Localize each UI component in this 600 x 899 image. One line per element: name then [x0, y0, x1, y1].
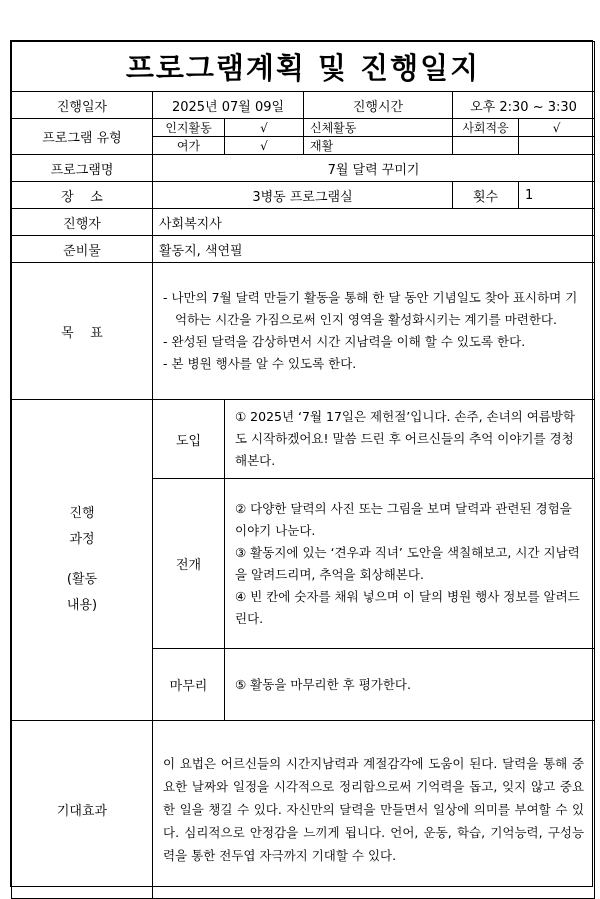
time-label: 진행시간 [304, 92, 453, 119]
program-name-value: 7월 달력 꾸미기 [153, 155, 595, 182]
development-text [225, 479, 595, 649]
supplies-value: 활동지, 색연필 [153, 236, 595, 263]
development-line: ③ 활동지에 있는 ‘견우과 직녀’ 도안을 색칠해보고, 시간 지남력을 알려드리며, 추억을 회상해본다. [235, 544, 580, 582]
process-label-line: 진행 [69, 506, 95, 521]
type-leisure: 여가 [153, 137, 225, 155]
type-cognitive: 인지활동 [153, 119, 225, 137]
goal-item: - 본 병원 행사를 알 수 있도록 한다. [163, 356, 357, 371]
development-line: ④ 빈 칸에 숫자를 채워 넣으며 이 달의 병원 행사 정보를 알려드린다. [235, 588, 580, 626]
place-value: 3병동 프로그램실 [153, 182, 453, 209]
leader-label: 진행자 [12, 209, 153, 236]
development-label: 전개 [153, 479, 225, 649]
type-rehab: 재활 [304, 137, 453, 155]
count-value: 1 [519, 182, 595, 209]
process-label-line: (활동 [66, 572, 98, 587]
goal-item: - 나만의 7월 달력 만들기 활동을 통해 한 달 동안 기념일도 찾아 표시하며 기억하는 시간을 가짐으로써 인지 영역을 활성화시키는 계기를 마련한다. [163, 290, 578, 327]
development-line: ② 다양한 달력의 사진 또는 그림을 보며 달력과 관련된 경험을 이야기 나눈다. [235, 500, 572, 538]
closing-label: 마무리 [153, 649, 225, 721]
intro-label: 도입 [153, 400, 225, 479]
process-label [12, 400, 153, 721]
goal-item: - 완성된 달력을 감상하면서 시간 지남력을 이해 할 수 있도록 한다. [163, 334, 526, 349]
page-title: 프로그램계획 및 진행일지 [12, 42, 595, 92]
type-social-check: √ [519, 119, 595, 137]
type-cognitive-check: √ [225, 119, 304, 137]
type-empty-1 [453, 137, 519, 155]
closing-line: ⑤ 활동을 마무리한 후 평가한다. [235, 676, 411, 692]
effect-label: 기대효과 [12, 721, 153, 899]
process-label-line: 과정 [69, 532, 95, 547]
supplies-label: 준비물 [12, 236, 153, 263]
date-label: 진행일자 [12, 92, 153, 119]
time-value: 오후 2:30 ~ 3:30 [453, 92, 595, 119]
goals-cell [153, 263, 595, 400]
intro-text [225, 400, 595, 479]
program-name-label: 프로그램명 [12, 155, 153, 182]
program-log-form [10, 40, 593, 887]
leader-value: 사회복지사 [153, 209, 595, 236]
type-physical: 신체활동 [304, 119, 453, 137]
type-empty-2 [519, 137, 595, 155]
process-label-line: 내용) [66, 598, 98, 613]
count-label: 횟수 [453, 182, 519, 209]
date-value: 2025년 07월 09일 [153, 92, 304, 119]
log-table [11, 41, 595, 899]
goals-list [153, 283, 594, 379]
type-leisure-check: √ [225, 137, 304, 155]
closing-text [225, 649, 595, 721]
place-label: 장 소 [12, 182, 153, 209]
type-social: 사회적응 [453, 119, 519, 137]
goals-label: 목 표 [12, 263, 153, 400]
effect-text: 이 요법은 어르신들의 시간지남력과 계절감각에 도움이 된다. 달력을 통해 중요한 날짜와 일정을 시각적으로 정리함으로써 기억력을 돕고, 잊지 않고 중요한 일을 챙길 수 있다. 자신만의 달력을 만들면서 일상에 의미를 부여할 수 있다. 심리적으로 안정감을 느끼게 됩니다. 언어, 운동, 학습, 기억능력, 구성능력을 통한 전두엽 자극까지 기대할 수 있다. [153, 721, 595, 899]
intro-line: ① 2025년 ‘7월 17일은 제헌절’입니다. 손주, 손녀의 여름방학도 시작하겠어요! 말씀 드린 후 어르신들의 추억 이야기를 경청해본다. [235, 409, 576, 468]
program-type-label: 프로그램 유형 [12, 119, 153, 155]
